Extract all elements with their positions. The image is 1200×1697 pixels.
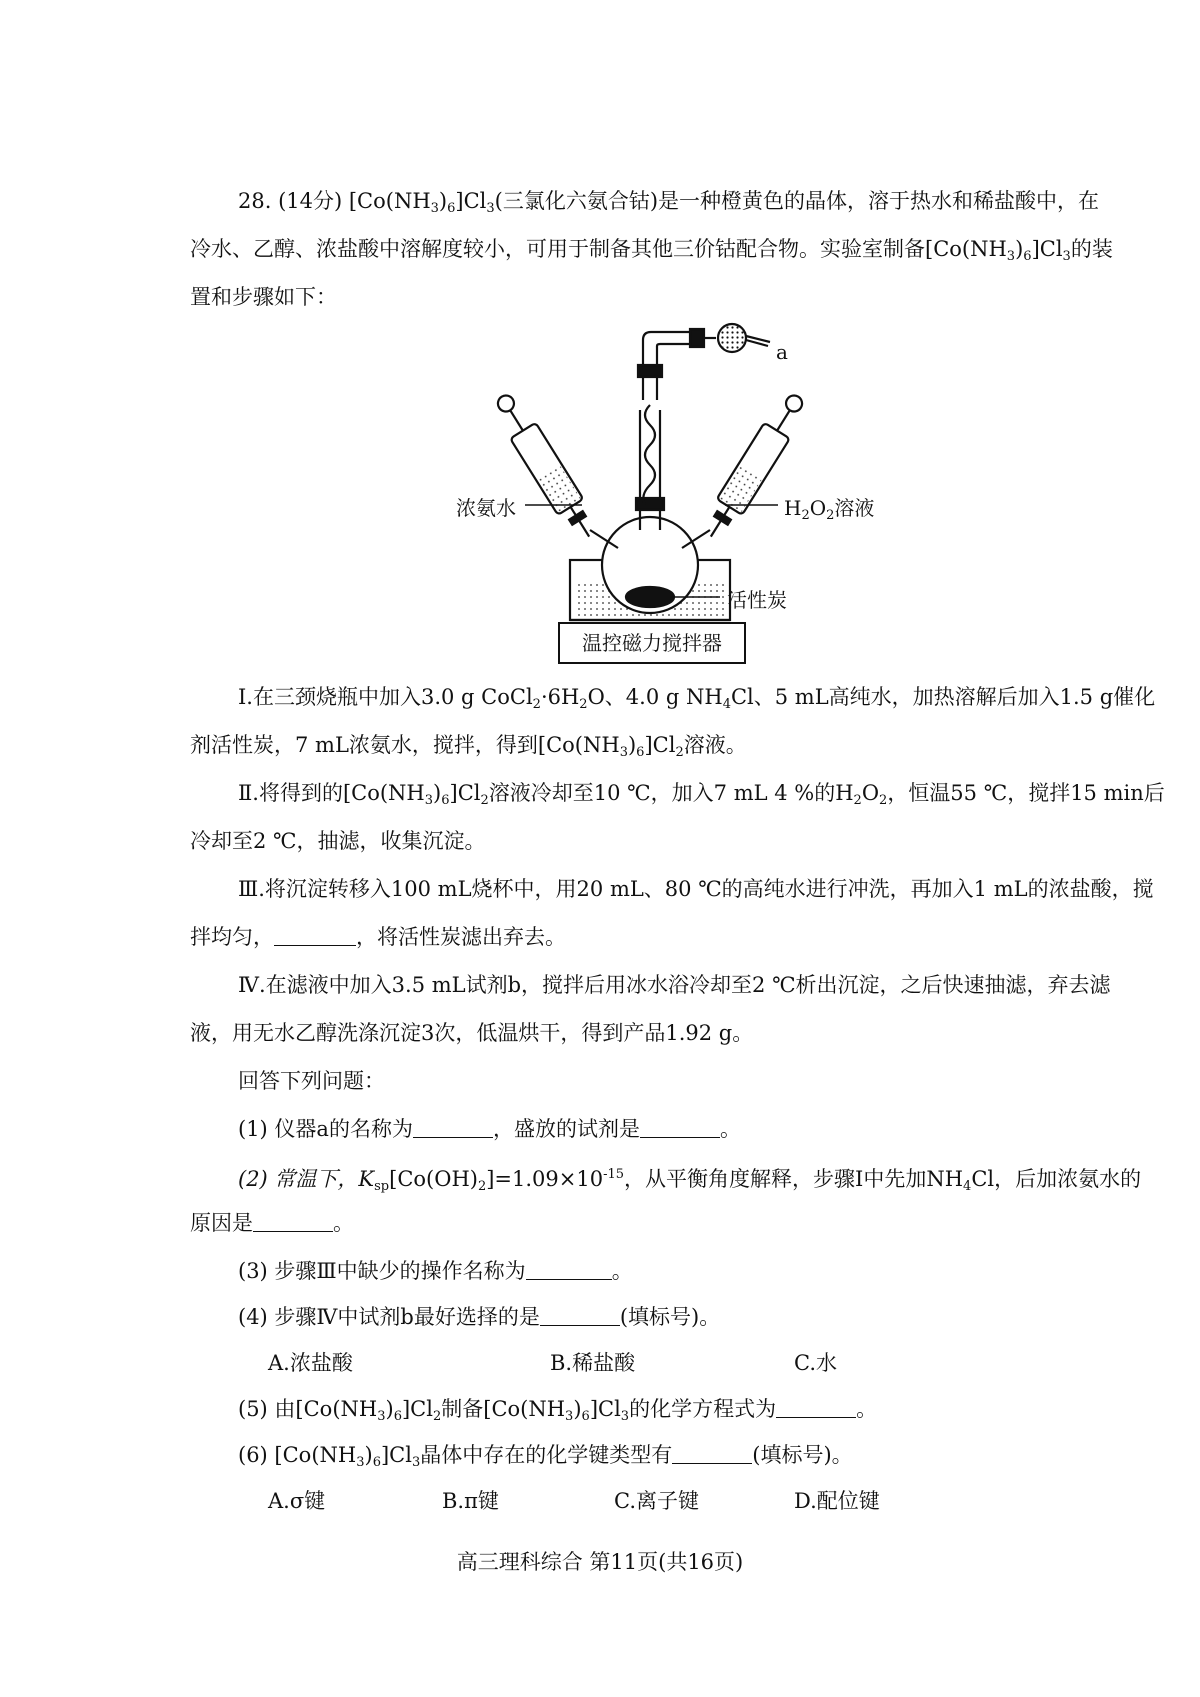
text: (2) 常温下，K — [238, 1167, 375, 1191]
text: 回答下列问题： — [238, 1069, 385, 1093]
sub: 2 — [432, 1409, 442, 1424]
text: 。 — [719, 1117, 741, 1141]
text: ]Cl — [380, 1443, 412, 1467]
sub: 4 — [722, 697, 731, 712]
text: 液，用无水乙醇洗涤沉淀3次，低温烘干，得到产品1.92 g。 — [190, 1021, 754, 1045]
sub: sp — [374, 1179, 390, 1194]
question-3 — [238, 1256, 633, 1286]
sub: 3 — [356, 1455, 365, 1470]
sub: 3 — [377, 1409, 386, 1424]
sub: 6 — [441, 793, 450, 808]
text: ]Cl — [401, 1397, 433, 1421]
sub: 6 — [393, 1409, 402, 1424]
q6-option-a: A.σ键 — [268, 1489, 326, 1513]
text: (3) 步骤Ⅲ中缺少的操作名称为 — [238, 1259, 526, 1283]
text: (填标号)。 — [619, 1305, 721, 1329]
sub: 3 — [1006, 249, 1016, 264]
sub: 2 — [579, 697, 588, 712]
text: 溶液 — [834, 496, 875, 520]
sub: 3 — [565, 1409, 574, 1424]
text: (填标号)。 — [752, 1443, 853, 1467]
text: ]Cl — [449, 781, 481, 805]
q4-option-c: C.水 — [794, 1351, 837, 1375]
label-a: a — [776, 340, 788, 364]
text: 的装 — [1070, 237, 1113, 261]
text: Ⅲ.将沉淀转移入100 mL烧杯中，用20 mL、80 ℃的高纯水进行冲洗，再加入1 mL的浓盐酸，搅 — [238, 877, 1154, 901]
question-2-line-1 — [238, 1160, 1141, 1202]
label-concentrated-ammonia: 浓氨水 — [456, 496, 516, 520]
text: ) — [627, 733, 637, 757]
sub: 6 — [636, 745, 645, 760]
text: 。 — [611, 1259, 633, 1283]
sub: 6 — [1023, 249, 1032, 264]
step-1-line-2 — [190, 730, 747, 768]
text: 冷却至2 ℃，抽滤，收集沉淀。 — [190, 829, 486, 853]
text: Ⅳ.在滤液中加入3.5 mL试剂b，搅拌后用冰水浴冷却至2 ℃析出沉淀，之后快速抽滤，弃去滤 — [238, 973, 1111, 997]
text: ) — [385, 1397, 394, 1421]
q6-option-c: C.离子键 — [614, 1489, 699, 1513]
answer-blank[interactable] — [540, 1305, 620, 1326]
sub: 2 — [532, 697, 541, 712]
sub: 3 — [620, 1409, 630, 1424]
q4-option-a: A.浓盐酸 — [268, 1351, 353, 1375]
text: ]Cl — [644, 733, 676, 757]
text: ]Cl — [455, 189, 487, 213]
answer-blank[interactable] — [776, 1397, 856, 1418]
text: Cl，后加浓氨水的 — [971, 1167, 1142, 1191]
text: ]Cl — [1031, 237, 1063, 261]
question-6 — [238, 1440, 853, 1478]
text: 晶体中存在的化学键类型有 — [420, 1443, 673, 1467]
answer-blank[interactable] — [672, 1443, 752, 1464]
question-5 — [238, 1394, 877, 1432]
question-4 — [238, 1302, 720, 1332]
label-h2o2-solution — [784, 492, 874, 523]
text: [Co(OH) — [389, 1167, 478, 1191]
step-2-line-1 — [238, 778, 1165, 816]
sub: 3 — [424, 793, 434, 808]
sub: 6 — [372, 1455, 381, 1470]
apparatus-diagram — [0, 0, 1200, 680]
text: 制备[Co(NH — [441, 1397, 566, 1421]
text: ) — [433, 781, 442, 805]
questions-heading — [238, 1066, 385, 1096]
sub: 3 — [430, 201, 439, 216]
label-stirrer: 温控磁力搅拌器 — [558, 622, 746, 664]
text: Cl、5 mL高纯水，加热溶解后加入1.5 g催化 — [730, 685, 1156, 709]
text: ，从平衡角度解释，步骤Ⅰ中先加NH — [624, 1167, 964, 1191]
text: (6) [Co(NH — [238, 1443, 357, 1467]
answer-blank[interactable] — [640, 1117, 720, 1138]
text: ]=1.09×10 — [486, 1167, 604, 1191]
sub: 2 — [879, 793, 888, 808]
text: ，盛放的试剂是 — [492, 1117, 640, 1141]
activated-carbon-blob — [626, 587, 674, 607]
text: 溶液冷却至10 ℃，加入7 mL 4 %的H — [488, 781, 854, 805]
text: Ⅰ.在三颈烧瓶中加入3.0 g CoCl — [238, 685, 533, 709]
sub: 2 — [853, 793, 862, 808]
sub: 6 — [581, 1409, 590, 1424]
step-4-line-2 — [190, 1018, 753, 1048]
sub: 6 — [447, 201, 456, 216]
step-4-line-1 — [238, 970, 1111, 1000]
sub: 3 — [1062, 249, 1071, 264]
text: 的化学方程式为 — [629, 1397, 777, 1421]
step-3-line-1 — [238, 874, 1154, 904]
text: ]Cl — [589, 1397, 621, 1421]
text: O、4.0 g NH — [587, 685, 723, 709]
answer-blank[interactable] — [274, 925, 356, 946]
sub: 2 — [675, 745, 684, 760]
text: 置和步骤如下： — [190, 285, 337, 309]
text: 。 — [333, 1211, 354, 1235]
text: O — [861, 781, 880, 805]
text: ·6H — [540, 685, 580, 709]
sup: -15 — [603, 1167, 625, 1182]
sub: 3 — [619, 745, 628, 760]
text: (5) 由[Co(NH — [238, 1397, 378, 1421]
text: ) — [1015, 237, 1024, 261]
text: ) — [573, 1397, 582, 1421]
answer-blank[interactable] — [526, 1259, 612, 1280]
answer-blank[interactable] — [253, 1211, 333, 1232]
text: (三氯化六氨合钴)是一种橙黄色的晶体，溶于热水和稀盐酸中，在 — [494, 189, 1100, 213]
text: ) — [438, 189, 448, 213]
q6-option-d: D.配位键 — [794, 1489, 880, 1513]
text: 剂活性炭，7 mL浓氨水，搅拌，得到[Co(NH — [190, 733, 620, 757]
sub: 2 — [477, 1179, 487, 1194]
text: 原因是 — [190, 1211, 253, 1235]
question-2-line-2 — [190, 1208, 354, 1238]
text: (1) 仪器a的名称为 — [238, 1117, 413, 1141]
q6-option-b: B.π键 — [442, 1489, 499, 1513]
question-1 — [238, 1114, 741, 1144]
text: ，将活性炭滤出弃去。 — [356, 925, 566, 949]
sub: 4 — [963, 1179, 972, 1194]
text: ，恒温55 ℃，搅拌15 min后 — [887, 781, 1165, 805]
page-footer: 高三理科综合 第11页(共16页) — [456, 1550, 744, 1574]
label-activated-carbon: 活性炭 — [727, 588, 787, 612]
text: Ⅱ.将得到的[Co(NH — [238, 781, 425, 805]
sub: 2 — [480, 793, 489, 808]
step-1-line-1 — [238, 682, 1155, 720]
text: 溶液。 — [683, 733, 747, 757]
text: (4) 步骤Ⅳ中试剂b最好选择的是 — [238, 1305, 540, 1329]
text: 。 — [856, 1397, 878, 1421]
sub: 2 — [801, 508, 810, 523]
text: ) — [364, 1443, 373, 1467]
text: 拌均匀， — [190, 925, 274, 949]
step-2-line-2 — [190, 826, 486, 856]
text: 冷水、乙醇、浓盐酸中溶解度较小，可用于制备其他三价钴配合物。实验室制备[Co(NH — [190, 237, 1007, 261]
text: O — [809, 496, 827, 520]
answer-blank[interactable] — [413, 1117, 493, 1138]
sub: 3 — [486, 201, 495, 216]
sub: 3 — [411, 1455, 421, 1470]
text: 28. (14分) [Co(NH — [238, 189, 431, 213]
q4-option-b: B.稀盐酸 — [550, 1351, 636, 1375]
step-3-line-2 — [190, 922, 566, 952]
sub: 2 — [826, 508, 835, 523]
text: H — [784, 496, 802, 520]
